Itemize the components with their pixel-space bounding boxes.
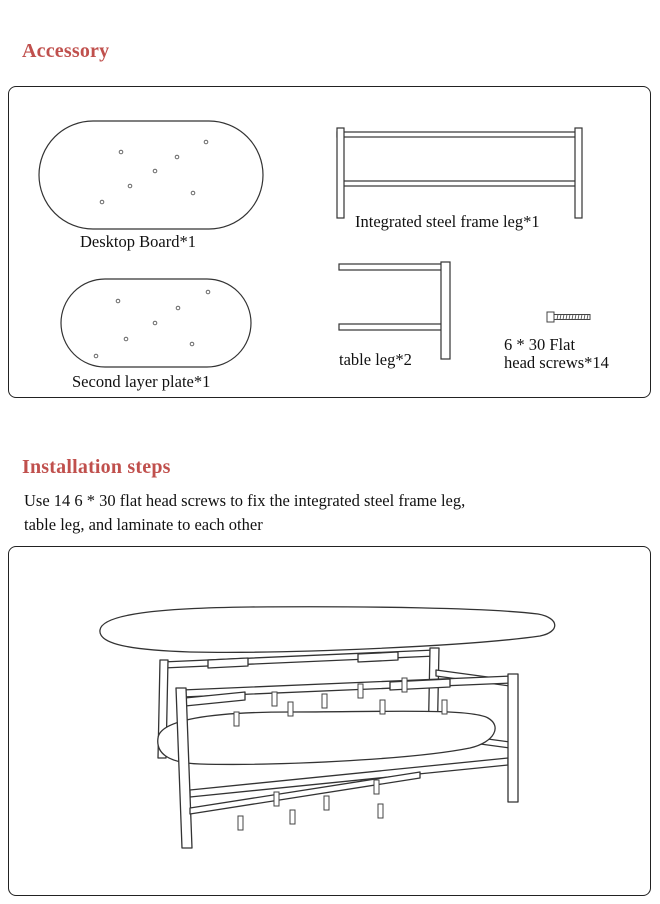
table-leg-drawing (336, 262, 454, 360)
desktop-board-drawing (38, 120, 264, 230)
exploded-assembly-drawing (90, 580, 560, 850)
table-leg-label: table leg*2 (339, 350, 412, 369)
second-layer-plate-label: Second layer plate*1 (72, 372, 211, 391)
screw-label-line2: head screws*14 (504, 353, 609, 372)
installation-heading: Installation steps (22, 456, 171, 478)
desktop-board-label: Desktop Board*1 (80, 232, 196, 251)
installation-description-line2: table leg, and laminate to each other (24, 515, 263, 534)
steel-frame-leg-label: Integrated steel frame leg*1 (355, 212, 540, 231)
steel-frame-leg-drawing (334, 126, 586, 220)
second-layer-plate-drawing (60, 278, 252, 368)
installation-description-line1: Use 14 6 * 30 flat head screws to fix the integrated steel frame leg, (24, 491, 466, 510)
accessory-heading: Accessory (22, 40, 110, 62)
flat-head-screw-icon (546, 310, 592, 324)
screw-label-line1: 6 * 30 Flat (504, 335, 576, 354)
